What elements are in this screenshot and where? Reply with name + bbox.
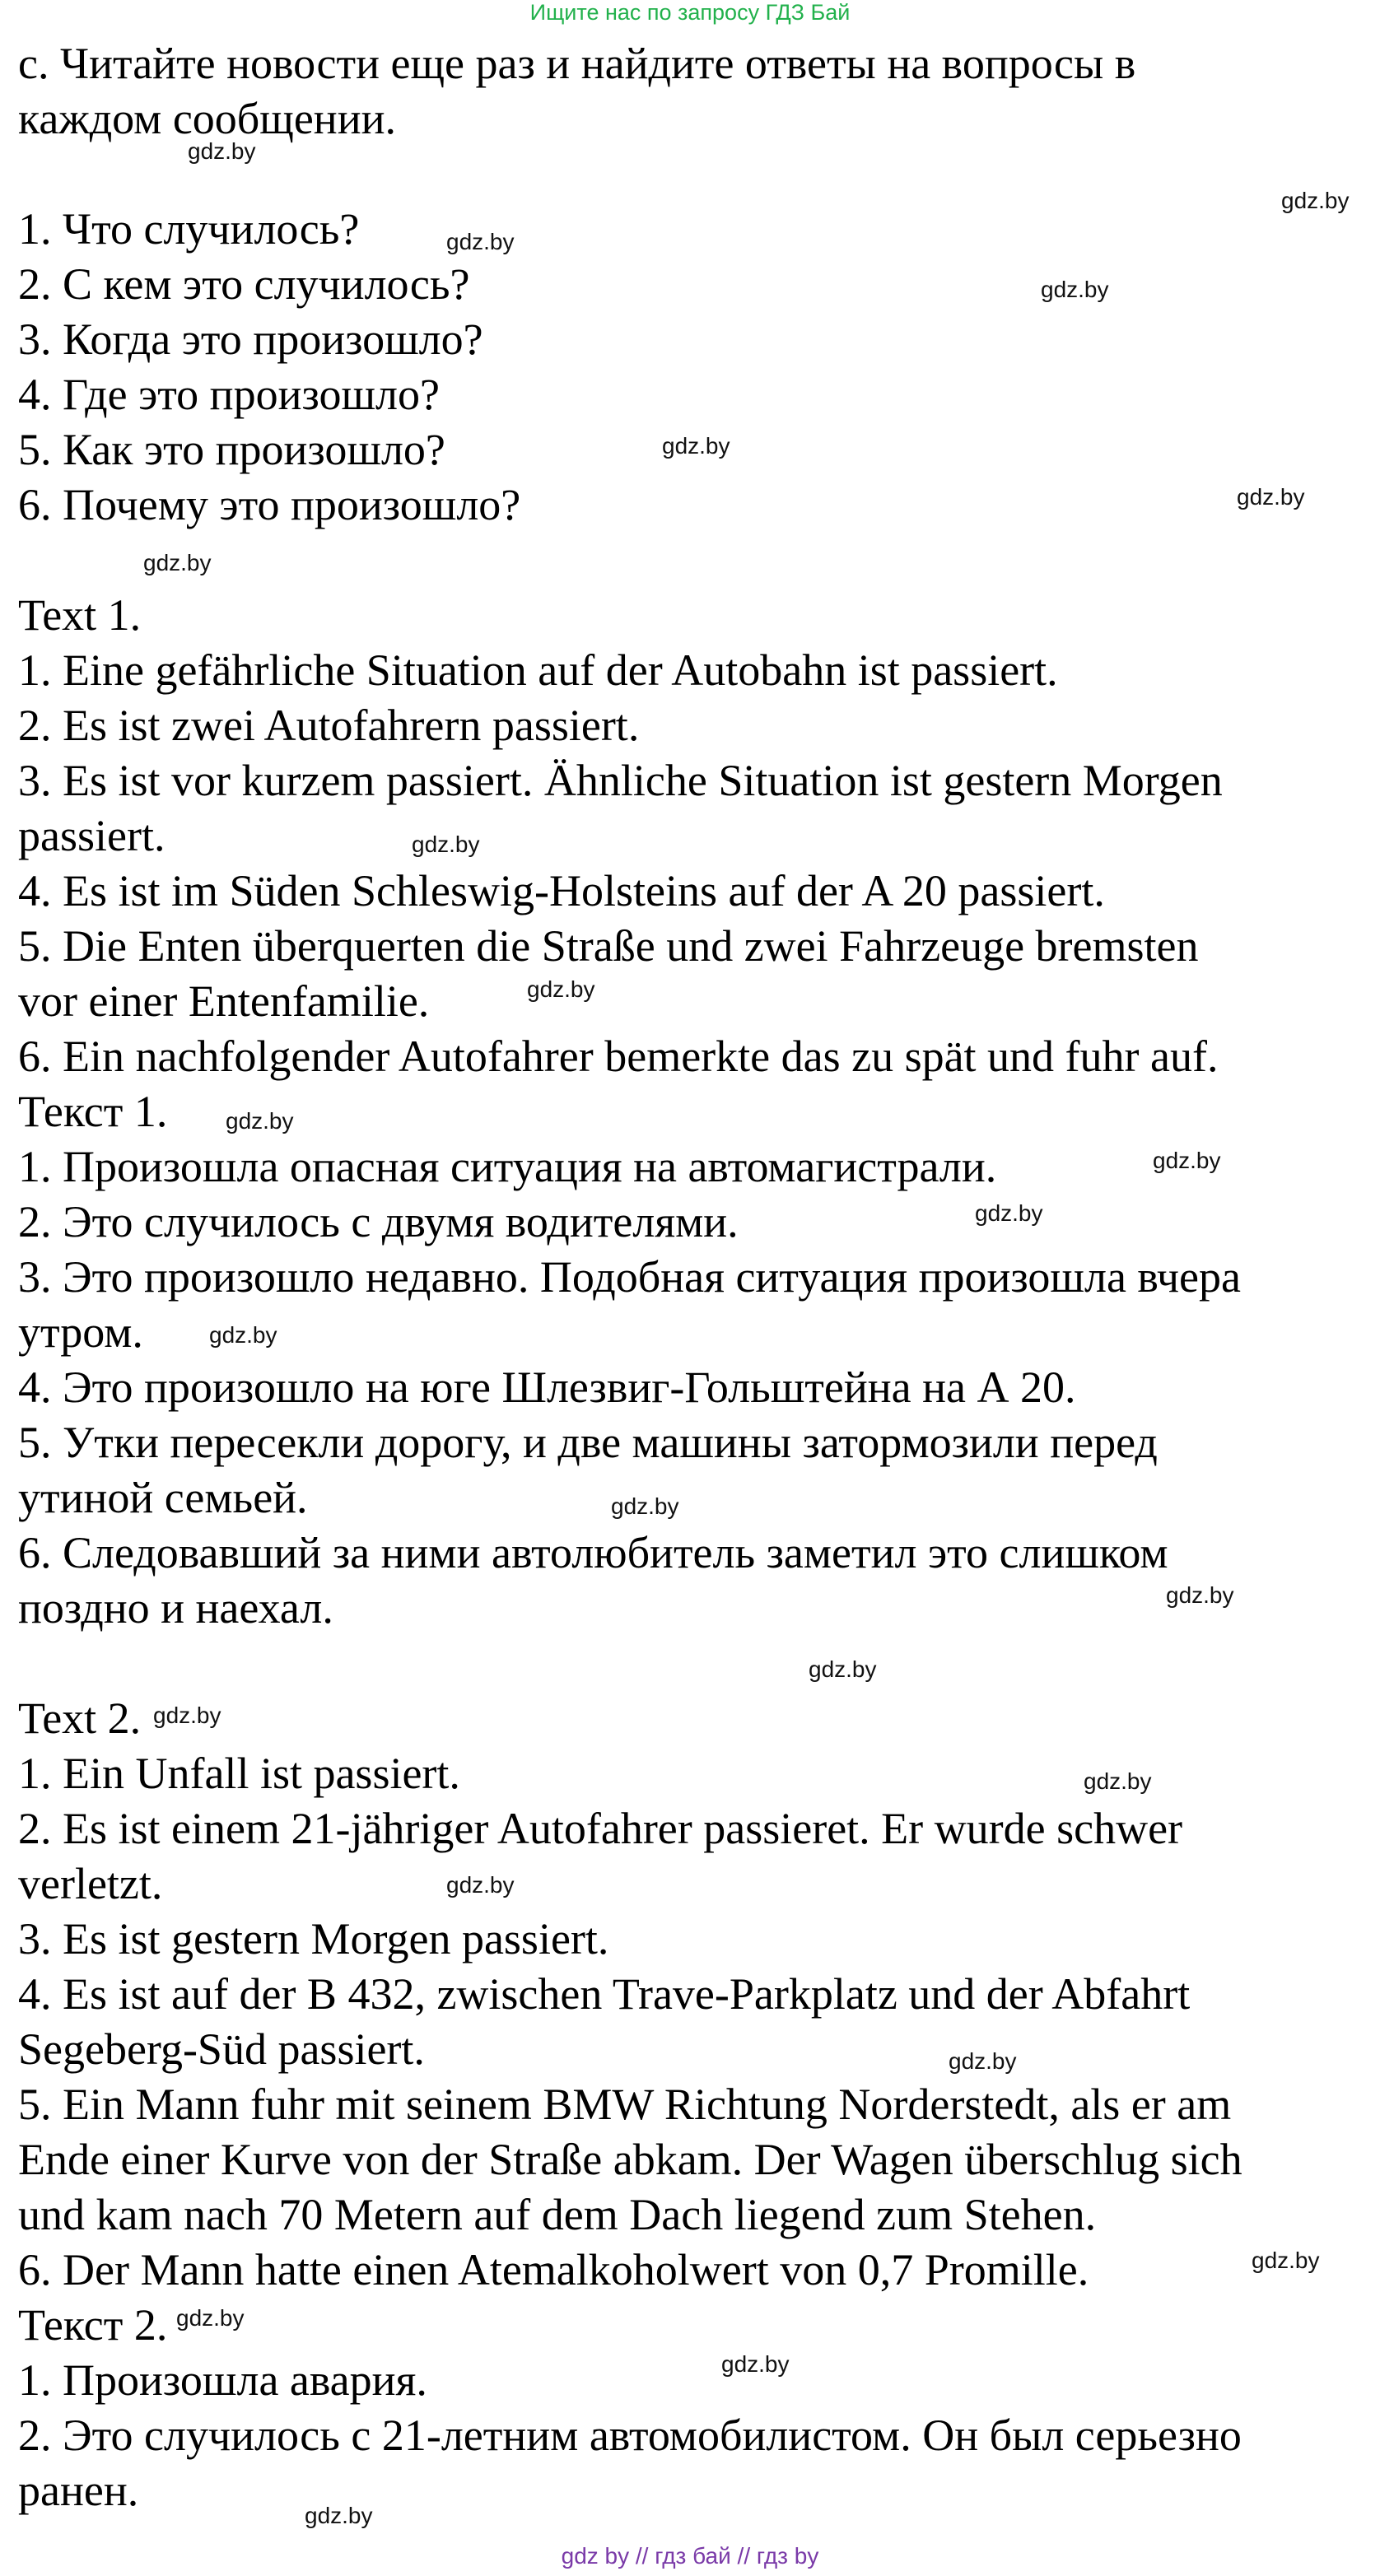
text-line: 3. Es ist gestern Morgen passiert. (18, 1914, 609, 1963)
watermark: gdz.by (1252, 2248, 1320, 2273)
text-line: 2. Es ist einem 21-jähriger Autofahrer passieret. Er wurde schwer (18, 1804, 1183, 1853)
text-line: 4. Es ist auf der B 432, zwischen Trave-Parkplatz und der Abfahrt (18, 1969, 1191, 2019)
text-line: passiert. (18, 811, 166, 860)
text-line: 2. Es ist zwei Autofahrern passiert. (18, 701, 640, 750)
text-line: ранен. (18, 2466, 139, 2515)
watermark: gdz.by (1166, 1582, 1234, 1608)
text-line: und kam nach 70 Metern auf dem Dach liegend zum Stehen. (18, 2190, 1097, 2239)
text-line: Ende einer Kurve von der Straße abkam. Der Wagen überschlug sich (18, 2135, 1242, 2184)
text-line: 1. Ein Unfall ist passiert. (18, 1749, 460, 1798)
watermark: gdz.by (412, 831, 480, 857)
text-line: поздно и наехал. (18, 1583, 333, 1633)
text-line: 5. Ein Mann fuhr mit seinem BMW Richtung Norderstedt, als er am (18, 2080, 1232, 2129)
text-line: утиной семьей. (18, 1473, 308, 1522)
text-line: 3. Это произошло недавно. Подобная ситуация произошла вчера (18, 1252, 1241, 1302)
text-line: 1. Произошла опасная ситуация на автомагистрали. (18, 1142, 997, 1191)
question-line: 4. Где это произошло? (18, 370, 440, 419)
text-line: каждом сообщении. (18, 94, 396, 143)
watermark: gdz.by (153, 1703, 221, 1728)
text-line: vor einer Entenfamilie. (18, 976, 430, 1026)
watermark: gdz.by (305, 2503, 373, 2528)
watermark: gdz.by (1084, 1768, 1152, 1794)
footer-links[interactable]: gdz by // гдз бай // гдз by (561, 2543, 819, 2569)
watermark: gdz.by (1041, 277, 1109, 302)
watermark: gdz.by (721, 2351, 790, 2377)
text-line: 5. Die Enten überquerten die Straße und zwei Fahrzeuge bremsten (18, 921, 1199, 971)
text-line: 2. Это случилось с 21-летним автомобилистом. Он был серьезно (18, 2411, 1242, 2460)
watermark: gdz.by (209, 1322, 277, 1348)
question-line: 2. С кем это случилось? (18, 259, 470, 309)
document-body (18, 36, 1368, 2518)
text-line: verletzt. (18, 1859, 163, 1908)
watermark: gdz.by (975, 1200, 1043, 1226)
question-line: 1. Что случилось? (18, 204, 360, 254)
section-heading: Text 1. (18, 590, 142, 640)
watermark: gdz.by (527, 976, 595, 1002)
text-line: 3. Es ist vor kurzem passiert. Ähnliche Situation ist gestern Morgen (18, 756, 1223, 805)
section-heading: Text 2. (18, 1693, 142, 1743)
text-line: 4. Es ist im Süden Schleswig-Holsteins auf der A 20 passiert. (18, 866, 1105, 915)
watermark: gdz.by (662, 433, 730, 459)
blank-line (18, 533, 1368, 588)
watermark: gdz.by (226, 1108, 294, 1134)
text-line: с. Читайте новости еще раз и найдите ответы на вопросы в (18, 39, 1136, 88)
section-heading: Текст 1. (18, 1087, 168, 1136)
watermark: gdz.by (446, 229, 515, 254)
text-line: 6. Следовавший за ними автолюбитель заметил это слишком (18, 1528, 1168, 1577)
text-line: 2. Это случилось с двумя водителями. (18, 1197, 739, 1246)
text-line: 1. Eine gefährliche Situation auf der Autobahn ist passiert. (18, 645, 1058, 695)
watermark: gdz.by (176, 2305, 245, 2331)
watermark: gdz.by (949, 2048, 1017, 2074)
text-line: 6. Der Mann hatte einen Atemalkoholwert von 0,7 Promille. (18, 2245, 1089, 2294)
watermark: gdz.by (809, 1656, 877, 1682)
question-line: 3. Когда это произошло? (18, 314, 483, 364)
blank-line (18, 1636, 1368, 1691)
watermark: gdz.by (188, 138, 256, 164)
watermark: gdz.by (1153, 1148, 1221, 1173)
section-heading: Текст 2. (18, 2300, 168, 2350)
question-line: 6. Почему это произошло? (18, 480, 521, 529)
watermark: gdz.by (1281, 188, 1350, 213)
watermark: gdz.by (1237, 484, 1305, 510)
text-line: 4. Это произошло на юге Шлезвиг-Гольштейна на А 20. (18, 1363, 1076, 1412)
text-line: 6. Ein nachfolgender Autofahrer bemerkte das zu spät und fuhr auf. (18, 1032, 1219, 1081)
text-line: утром. (18, 1307, 143, 1357)
question-line: 5. Как это произошло? (18, 425, 445, 474)
text-line: 5. Утки пересекли дорогу, и две машины затормозили перед (18, 1418, 1158, 1467)
watermark: gdz.by (446, 1872, 515, 1898)
text-line: Segeberg-Süd passiert. (18, 2024, 425, 2074)
watermark: gdz.by (611, 1493, 679, 1519)
watermark: gdz.by (143, 550, 212, 575)
text-line: 1. Произошла авария. (18, 2355, 427, 2405)
site-banner[interactable]: Ищите нас по запросу ГДЗ Бай (529, 0, 851, 25)
